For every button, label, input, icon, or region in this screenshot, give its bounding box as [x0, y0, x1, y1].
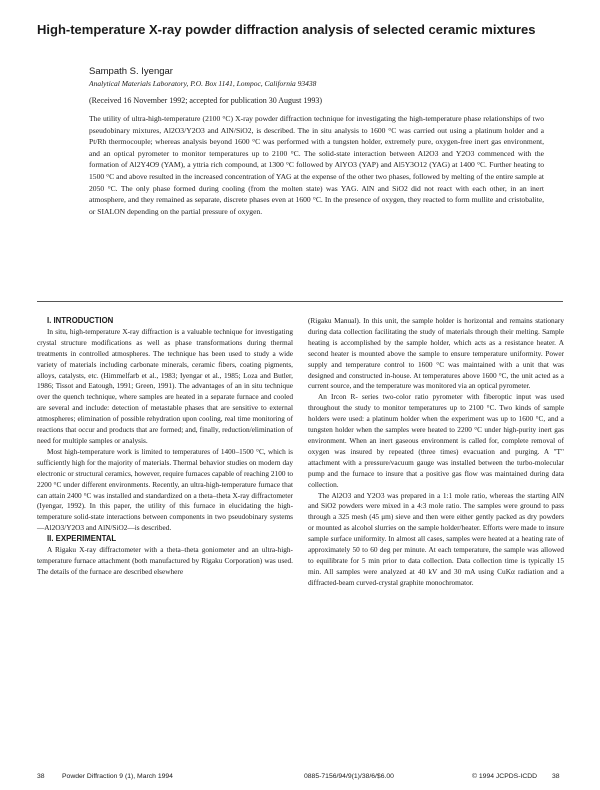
footer-copyright: © 1994 JCPDS-ICDD	[472, 773, 538, 780]
footer-journal: Powder Diffraction 9 (1), March 1994	[62, 773, 173, 780]
section-heading-experimental: II. EXPERIMENTAL	[47, 534, 117, 544]
footer-page-number-left: 38	[37, 773, 45, 780]
experimental-paragraph-4: The Al2O3 and Y2O3 was prepared in a 1:1 mole ratio, whereas the starting AlN and SiO2 powders were mixed in a 4:3 mole ratio. The samples were ground to pass through a 325 mesh (45 μm) sieve and then were either gently packed as dry powders or mounted as alcohol slurries on the sample holder/heater. Efforts were made to insure sample surface uniformity. In almost all cases, samples were heated at a heating rate of approximately 50 to 60 deg per minute. At each temperature, the sample was allowed to equilibrate for 5 min prior to data collection. Data collection time is typically 15 min. All samples were analyzed at 40 kV and 30 mA using CuKα radiation and a diffracted-beam curved-crystal graphite monochromator.	[308, 490, 564, 587]
footer-page-number-right: 38	[552, 773, 560, 780]
right-column	[308, 316, 564, 589]
author-name: Sampath S. Iyengar	[89, 66, 173, 77]
abstract: The utility of ultra-high-temperature (2100 °C) X-ray powder diffraction technique for investigating the high-temperature phase relationships of two pseudobinary mixtures, Al2O3/Y2O3 and AlN/SiO2, is described. The in situ analysis to 1600 °C was carried out using a platinum holder and a Pt/Rh thermocouple; whereas analysis beyond 1600 °C was performed with a tungsten holder, extremely pure, oxygen-free inert gas environment, and an optical pyrometer to monitor temperatures up to 2100 °C. The solid-state interaction between Al2O3 and Y2O3 commenced with the formation of Al2Y4O9 (YAM), a yttria rich compound, at 1300 °C followed by AlYO3 (YAP) and Al5Y3O12 (YAG) at 1400 °C. Further heating to 1500 °C and above resulted in the increased concentration of YAG at the expense of the other two phases, followed by melting of the entire sample at 2050 °C. The only phase formed during cooling (from the molten state) was YAG. AlN and SiO2 did not react with each other, in an inert atmosphere, and they remained as separate, discrete phases even at 1600 °C. In the presence of oxygen, they reacted to form mullite and cristobalite, or SIALON depending on the partial pressure of oxygen.	[89, 114, 544, 216]
experimental-paragraph-3: An Ircon R- series two-color ratio pyrometer with fiberoptic input was used throughout the study to monitor temperatures up to 2100 °C. Two kinds of sample holders were used: a platinum holder when the experiment was up to 1600 °C, and a tungsten holder when the samples were heated to 2200 °C under high-purity inert gas environment. When an inert gaseous environment is called for, complete removal of oxygen was insured by repeated (three times) evacuation and purging. A "T" attachment with a pressure/vacuum gauge was installed between the turbo-molecular pump and the furnace to insure that a positive gas flow was maintained during data collection.	[308, 392, 564, 489]
left-column	[37, 316, 293, 578]
paper-title: High-temperature X-ray powder diffraction analysis of selected ceramic mixtures	[37, 22, 536, 37]
footer-issn: 0885-7156/94/9(1)/38/6/$6.00	[304, 773, 394, 780]
header-divider	[37, 301, 563, 302]
experimental-paragraph-2: (Rigaku Manual). In this unit, the sample holder is horizontal and remains stationary during data collection facilitating the study of materials through their melting. Sample heating is accomplished by the sample holder, which acts as a resistance heater. A second heater is mounted above the sample to ensure temperature uniformity. Power supply and temperature control to 1600 °C was maintained with a unit that was designed and constructed in-house. At temperatures above 1600 °C, the unit acted as a current source, and the temperature was monitored via an optical pyrometer.	[308, 316, 564, 391]
author-affiliation: Analytical Materials Laboratory, P.O. Box 1141, Lompoc, California 93438	[89, 79, 317, 88]
received-dates: (Received 16 November 1992; accepted for publication 30 August 1993)	[89, 96, 323, 105]
experimental-paragraph-1: A Rigaku X-ray diffractometer with a theta–theta goniometer and an ultra-high-temperature furnace attachment (both manufactured by Rigaku Corporation) was used. The details of the furnace are described elsewhere	[37, 545, 293, 576]
section-heading-introduction: I. INTRODUCTION	[47, 316, 114, 325]
intro-paragraph-1: In situ, high-temperature X-ray diffraction is a valuable technique for investigating crystal structure modifications as well as phase transformations during thermal treatments in controlled atmospheres. The technique has been used to study a wide variety of materials including carbonate minerals, ceramic fibers, coating pigments, alloys, catalysts, etc. (Himmelfarb et al., 1983; Iyengar et al., 1985; Loza and Butler, 1986; Tissot and Eatough, 1991; Green, 1991). The advantages of an in situ technique over the quench technique, where samples are heated in a separate furnace and cooled are several and include: detection of metastable phases that are sensitive to external atmospheres; elimination of possible rehydration upon cooling, real time monitoring of reactions that occur and products that are formed; and, finally, reduction/elimination of need for multiple samples or analysis.	[37, 326, 293, 445]
intro-paragraph-2: Most high-temperature work is limited to temperatures of 1400–1500 °C, which is sufficiently high for the majority of materials. Thermal behavior studies on modern day electronic or structural ceramics, however, require furnaces capable of reaching 2100 to 2200 °C under different environments. Recently, an ultra-high-temperature furnace that can attain 2400 °C was installed and standardized on a theta–theta X-ray diffractometer (Iyengar, 1992). In this paper, the utility of this furnace in elucidating the high-temperature solid-state interactions between components in two pseudobinary systems—Al2O3/Y2O3 and AlN/SiO2—is described.	[37, 446, 293, 533]
